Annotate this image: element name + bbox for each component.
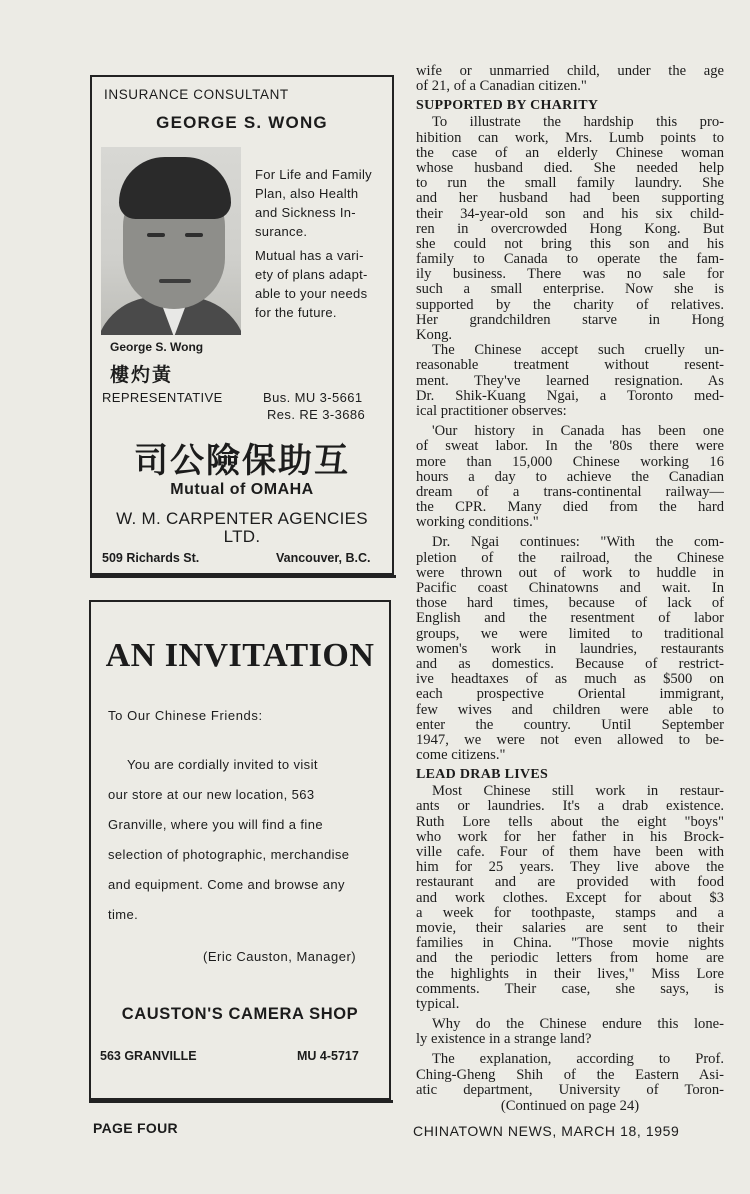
paragraph-0 bbox=[416, 64, 724, 94]
ad-address: 509 Richards St. bbox=[102, 551, 200, 565]
text-line: pletion of the railroad, the Chinese bbox=[416, 550, 724, 566]
company-name: Mutual of OMAHA bbox=[170, 481, 314, 498]
text-line: movie, their salaries are sent to their bbox=[416, 920, 724, 936]
text-line: reasonable treatment without resent- bbox=[416, 358, 724, 374]
article-column bbox=[416, 64, 724, 1115]
text-line: The explanation, according to Prof. bbox=[432, 1052, 724, 1068]
text-line: each prospective Oriental immigrant, bbox=[416, 687, 724, 703]
pitch-line: able to your needs bbox=[255, 286, 368, 301]
text-line: supported by the charity of relatives. bbox=[416, 297, 724, 313]
pitch-line: ety of plans adapt- bbox=[255, 267, 368, 282]
invitation-signature: (Eric Causton, Manager) bbox=[203, 949, 357, 964]
continued-note: (Continued on page 24) bbox=[500, 1098, 640, 1114]
text-line: Most Chinese still work in restaur- bbox=[432, 784, 724, 800]
section-heading: SUPPORTED BY CHARITY bbox=[416, 98, 599, 114]
body-line: selection of photographic, merchandise bbox=[108, 847, 350, 862]
text-line: who work for her father in his Brock- bbox=[416, 829, 724, 845]
ad-border-shadow bbox=[90, 575, 396, 578]
text-line: atic department, University of Toron- bbox=[416, 1082, 724, 1098]
text-line: hours a day to achieve the Canadian bbox=[416, 469, 724, 485]
pitch-line: Mutual has a vari- bbox=[255, 248, 364, 263]
pitch-line: For Life and Family bbox=[255, 167, 372, 182]
photo-caption: George S. Wong bbox=[110, 340, 204, 354]
paragraph-1 bbox=[416, 115, 724, 343]
text-line: Her grandchildren starve in Hong bbox=[416, 312, 724, 328]
insurance-ad bbox=[90, 75, 394, 575]
text-line: ily business. There was no sale for bbox=[416, 267, 724, 283]
text-line: more than 15,000 Chinese working 16 bbox=[416, 454, 724, 470]
text-line: ants or laundries. It's a drab existence. bbox=[416, 799, 724, 815]
page-number: PAGE FOUR bbox=[93, 1120, 178, 1136]
ad-role: INSURANCE CONSULTANT bbox=[104, 87, 289, 102]
text-line: 'Our history in Canada has been one bbox=[432, 424, 724, 440]
shop-address: 563 GRANVILLE bbox=[100, 1049, 197, 1063]
text-line: family to Canada to operate the fam- bbox=[416, 252, 724, 268]
text-line: ly existence in a strange land? bbox=[416, 1032, 592, 1048]
text-line: ical practitioner observes: bbox=[416, 403, 567, 419]
text-line: ive headtaxes of as much as $500 on bbox=[416, 672, 724, 688]
text-line: Why do the Chinese endure this lone- bbox=[432, 1017, 724, 1033]
text-line: restaurant and are provided with food bbox=[416, 875, 724, 891]
text-line: were thrown out of work to huddle in bbox=[416, 565, 724, 581]
text-line: dream of a trans-continental railway— bbox=[416, 484, 724, 500]
text-line: To illustrate the hardship this pro- bbox=[432, 115, 724, 131]
phone-business: Bus. MU 3-5661 bbox=[263, 390, 363, 405]
rep-title: REPRESENTATIVE bbox=[102, 390, 223, 405]
text-line: of 21, of a Canadian citizen." bbox=[416, 79, 587, 95]
text-line: The Chinese accept such cruelly un- bbox=[432, 343, 724, 359]
text-line: Dr. Ngai continues: "With the com- bbox=[432, 535, 724, 551]
chinese-company-name: 互助保險公司 bbox=[134, 442, 350, 480]
invitation-greeting: To Our Chinese Friends: bbox=[108, 708, 263, 723]
text-line: Ching-Gheng Shih of the Eastern Asi- bbox=[416, 1067, 724, 1083]
paragraph-3 bbox=[416, 424, 724, 530]
text-line: women's work in laundries, restaurants bbox=[416, 641, 724, 657]
publication-masthead: CHINATOWN NEWS, MARCH 18, 1959 bbox=[413, 1123, 680, 1139]
text-line: the highlights in their lives," Miss Lore bbox=[416, 966, 724, 982]
agency-line: W. M. CARPENTER AGENCIES bbox=[116, 509, 368, 528]
text-line: come citizens." bbox=[416, 748, 506, 764]
text-line: their 34-year-old son and his six child- bbox=[416, 206, 724, 222]
text-line: Pacific coast Chinatowns and wait. In bbox=[416, 581, 724, 596]
body-line: and equipment. Come and browse any bbox=[108, 877, 345, 892]
agency-name bbox=[92, 510, 392, 546]
shop-name: CAUSTON'S CAMERA SHOP bbox=[121, 1005, 359, 1023]
text-line: a week for toothpaste, stamps and a bbox=[416, 905, 724, 921]
paragraph-4 bbox=[416, 535, 724, 763]
text-line: ren in overcrowded Hong Kong. But bbox=[416, 221, 724, 237]
text-line: enter the country. Until September bbox=[416, 717, 724, 733]
text-line: few wives and children were able to bbox=[416, 702, 724, 718]
body-line: time. bbox=[108, 907, 139, 922]
pitch-line: surance. bbox=[255, 224, 308, 239]
text-line: ville cafe. Four of them have been with bbox=[416, 845, 724, 860]
body-line: Granville, where you will find a fine bbox=[108, 817, 323, 832]
ad-city: Vancouver, B.C. bbox=[276, 551, 371, 565]
text-line: Dr. Shik-Kuang Ngai, a Toronto med- bbox=[416, 388, 724, 404]
text-line: of sweat labor. In the '80s there were bbox=[416, 439, 724, 455]
text-line: such a small enterprise. Now she is bbox=[416, 282, 724, 298]
text-line: and work clothes. Except for about $3 bbox=[416, 890, 724, 906]
text-line: ment. They've learned resignation. As bbox=[416, 373, 724, 389]
text-line: groups, we were limited to traditional bbox=[416, 626, 724, 642]
pitch-line: for the future. bbox=[255, 305, 337, 320]
ad-name: GEORGE S. WONG bbox=[156, 113, 328, 132]
ad-pitch-2 bbox=[255, 246, 390, 322]
invitation-body bbox=[108, 750, 376, 930]
text-line: to run the small family laundry. She bbox=[416, 176, 724, 192]
text-line: working conditions." bbox=[416, 515, 539, 531]
ad-border-shadow bbox=[89, 1100, 393, 1103]
paragraph-7 bbox=[416, 1052, 724, 1098]
text-line: 1947, we were not even allowed to be- bbox=[416, 732, 724, 748]
text-line: him for 25 years. They live above the bbox=[416, 860, 724, 876]
section-heading: LEAD DRAB LIVES bbox=[416, 767, 549, 783]
text-line: Ruth Lore tells about the eight "boys" bbox=[416, 814, 724, 830]
camera-shop-ad bbox=[89, 600, 391, 1100]
text-line: hibition can work, Mrs. Lumb points to bbox=[416, 130, 724, 146]
phone-residence: Res. RE 3-3686 bbox=[267, 407, 366, 422]
text-line: those hard times, because of lack of bbox=[416, 596, 724, 612]
paragraph-6 bbox=[416, 1017, 724, 1047]
pitch-line: and Sickness In- bbox=[255, 205, 356, 220]
body-line: You are cordially invited to visit bbox=[127, 757, 318, 772]
text-line: wife or unmarried child, under the age bbox=[416, 64, 724, 79]
text-line: whose husband died. She needed help bbox=[416, 160, 724, 176]
ad-pitch bbox=[255, 165, 390, 241]
agency-line: LTD. bbox=[223, 527, 261, 546]
text-line: the CPR. Many died from the hard bbox=[416, 500, 724, 516]
paragraph-5 bbox=[416, 784, 724, 1012]
portrait-photo bbox=[101, 147, 241, 335]
text-line: and the periodic letters from home are bbox=[416, 951, 724, 967]
paragraph-2 bbox=[416, 343, 724, 419]
chinese-name: 黃灼樓 bbox=[110, 365, 174, 386]
text-line: typical. bbox=[416, 996, 460, 1012]
body-line: our store at our new location, 563 bbox=[108, 787, 315, 802]
text-line: families in China. "Those movie nights bbox=[416, 936, 724, 952]
text-line: Kong. bbox=[416, 328, 453, 343]
invitation-heading: AN INVITATION bbox=[105, 637, 375, 674]
text-line: she could not bring this son and his bbox=[416, 236, 724, 252]
text-line: and as domestics. Because of restrict- bbox=[416, 656, 724, 672]
pitch-line: Plan, also Health bbox=[255, 186, 359, 201]
shop-phone: MU 4-5717 bbox=[297, 1049, 359, 1063]
text-line: comments. Their case, she says, is bbox=[416, 981, 724, 997]
text-line: and her husband had been supporting bbox=[416, 191, 724, 207]
text-line: the case of an elderly Chinese woman bbox=[416, 145, 724, 161]
text-line: English and the resentment of labor bbox=[416, 611, 724, 627]
